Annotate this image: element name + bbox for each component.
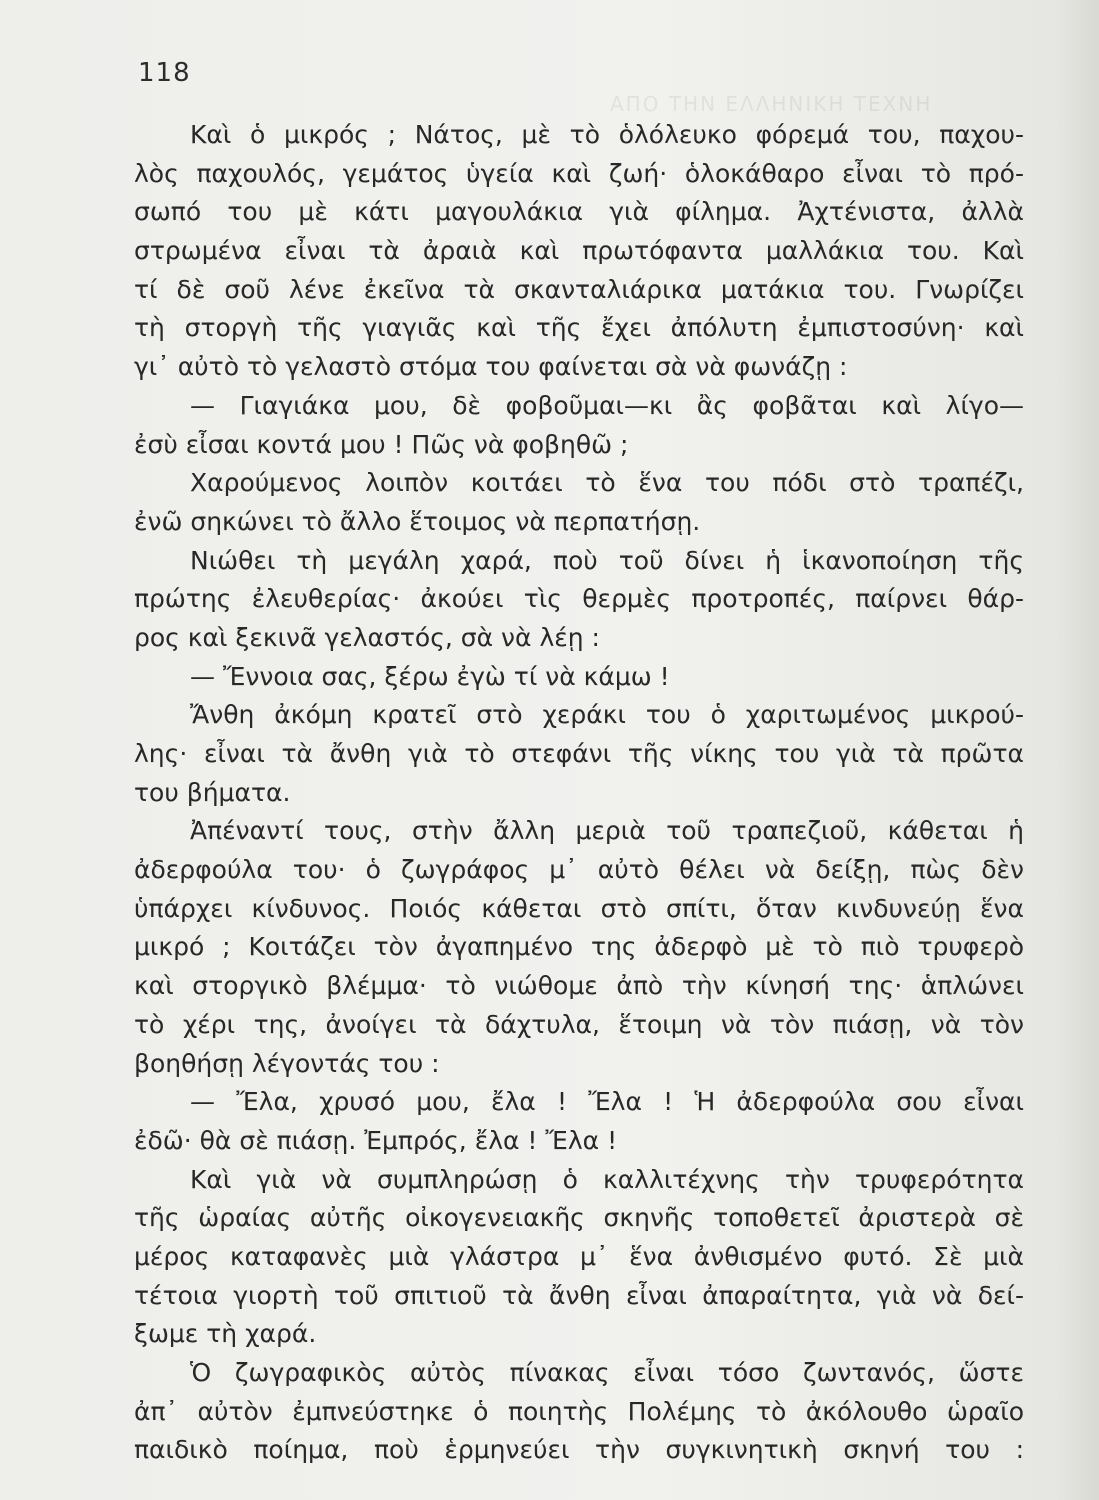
text-line: τί δὲ σοῦ λένε ἐκεῖνα τὰ σκανταλιάρικα ματάκια του. Γνωρίζει xyxy=(134,274,1024,304)
text-line: ξωμε τὴ χαρά. xyxy=(134,1319,317,1349)
text-line: ἀπ᾽ αὐτὸν ἐμπνεύστηκε ὁ ποιητὴς Πολέμης τὸ ἀκόλουθο ὡραῖο xyxy=(134,1396,1024,1426)
text-line: του βήματα. xyxy=(134,777,291,807)
text-line: μικρό ; Κοιτάζει τὸν ἀγαπημένο της ἀδερφὸ μὲ τὸ πιὸ τρυφερὸ xyxy=(134,932,1024,962)
text-line: Καὶ ὁ μικρός ; Νάτος, μὲ τὸ ὁλόλευκο φόρεμά του, παχου- xyxy=(190,120,1024,149)
text-line: — Ἔλα, χρυσό μου, ἔλα ! Ἔλα ! Ἡ ἀδερφούλα σου εἶναι xyxy=(190,1087,1024,1117)
text-line: — Γιαγιάκα μου, δὲ φοβοῦμαι—κι ἂς φοβᾶται καὶ λίγο— xyxy=(190,390,1024,420)
text-line: ἐνῶ σηκώνει τὸ ἄλλο ἕτοιμος νὰ περπατήσῃ. xyxy=(134,506,701,536)
page-number: 118 xyxy=(138,58,191,88)
text-line: βοηθήσῃ λέγοντάς του : xyxy=(134,1048,440,1078)
text-line: σωπό του μὲ κάτι μαγουλάκια γιὰ φίλημα. Ἀχτένιστα, ἀλλὰ xyxy=(134,197,1024,227)
text-line: Ὁ ζωγραφικὸς αὐτὸς πίνακας εἶναι τόσο ζωντανός, ὥστε xyxy=(190,1358,1024,1387)
text-line: Ἄνθη ἀκόμη κρατεῖ στὸ χεράκι του ὁ χαριτωμένος μικρού- xyxy=(190,700,1024,730)
text-line: ὑπάρχει κίνδυνος. Ποιός κάθεται στὸ σπίτι, ὅταν κινδυνεύῃ ἕνα xyxy=(134,893,1024,923)
text-line: ρος καὶ ξεκινᾶ γελαστός, σὰ νὰ λέῃ : xyxy=(134,622,600,652)
text-line: τῆς ὡραίας αὐτῆς οἰκογενειακῆς σκηνῆς τοποθετεῖ ἀριστερὰ σὲ xyxy=(134,1203,1024,1233)
text-line: τὸ χέρι της, ἀνοίγει τὰ δάχτυλα, ἕτοιμη νὰ τὸν πιάσῃ, νὰ τὸν xyxy=(134,1009,1024,1039)
text-line: Νιώθει τὴ μεγάλη χαρά, ποὺ τοῦ δίνει ἡ ἱκανοποίηση τῆς xyxy=(190,545,1024,575)
text-line: λης· εἶναι τὰ ἄνθη γιὰ τὸ στεφάνι τῆς νίκης του γιὰ τὰ πρῶτα xyxy=(134,739,1024,768)
text-line: πρώτης ἐλευθερίας· ἀκούει τὶς θερμὲς προτροπές, παίρνει θάρ- xyxy=(134,584,1024,614)
text-line: μέρος καταφανὲς μιὰ γλάστρα μ᾽ ἕνα ἀνθισμένο φυτό. Σὲ μιὰ xyxy=(134,1241,1024,1271)
text-line: τέτοια γιορτὴ τοῦ σπιτιοῦ τὰ ἄνθη εἶναι ἀπαραίτητα, γιὰ νὰ δεί- xyxy=(134,1280,1024,1310)
body-text xyxy=(134,116,1024,1470)
text-line: Ἀπέναντί τους, στὴν ἄλλη μεριὰ τοῦ τραπεζιοῦ, κάθεται ἡ xyxy=(190,816,1024,846)
text-line: γι᾽ αὐτὸ τὸ γελαστὸ στόμα του φαίνεται σὰ νὰ φωνάζῃ : xyxy=(134,352,848,382)
text-line: Χαρούμενος λοιπὸν κοιτάει τὸ ἕνα του πόδι στὸ τραπέζι, xyxy=(190,468,1024,498)
text-line: λὸς παχουλός, γεμάτος ὑγεία καὶ ζωή· ὁλοκάθαρο εἶναι τὸ πρό- xyxy=(134,158,1024,188)
text-line: ἐδῶ· θὰ σὲ πιάσῃ. Ἐμπρός, ἔλα ! Ἔλα ! xyxy=(134,1125,618,1155)
bleed-through-text: ΑΠΟ ΤΗΝ ΕΛΛΗΝΙΚΗ ΤΕΧΝΗ xyxy=(610,92,933,116)
text-line: τὴ στοργὴ τῆς γιαγιᾶς καὶ τῆς ἔχει ἀπόλυτη ἐμπιστοσύνη· καὶ xyxy=(134,313,1024,343)
text-line: καὶ στοργικὸ βλέμμα· τὸ νιώθομε ἀπὸ τὴν κίνησή της· ἁπλώνει xyxy=(134,971,1024,1001)
text-line: — Ἔννοια σας, ξέρω ἐγὼ τί νὰ κάμω ! xyxy=(190,661,670,691)
text-line: στρωμένα εἶναι τὰ ἀραιὰ καὶ πρωτόφαντα μαλλάκια του. Καὶ xyxy=(134,236,1024,266)
text-line: παιδικὸ ποίημα, ποὺ ἑρμηνεύει τὴν συγκινητικὴ σκηνή του : xyxy=(134,1435,1024,1465)
text-line: Καὶ γιὰ νὰ συμπληρώσῃ ὁ καλλιτέχνης τὴν τρυφερότητα xyxy=(190,1164,1024,1194)
text-line: ἐσὺ εἶσαι κοντά μου ! Πῶς νὰ φοβηθῶ ; xyxy=(134,429,629,459)
text-line: ἀδερφούλα του· ὁ ζωγράφος μ᾽ αὐτὸ θέλει νὰ δείξῃ, πὼς δὲν xyxy=(134,855,1024,885)
